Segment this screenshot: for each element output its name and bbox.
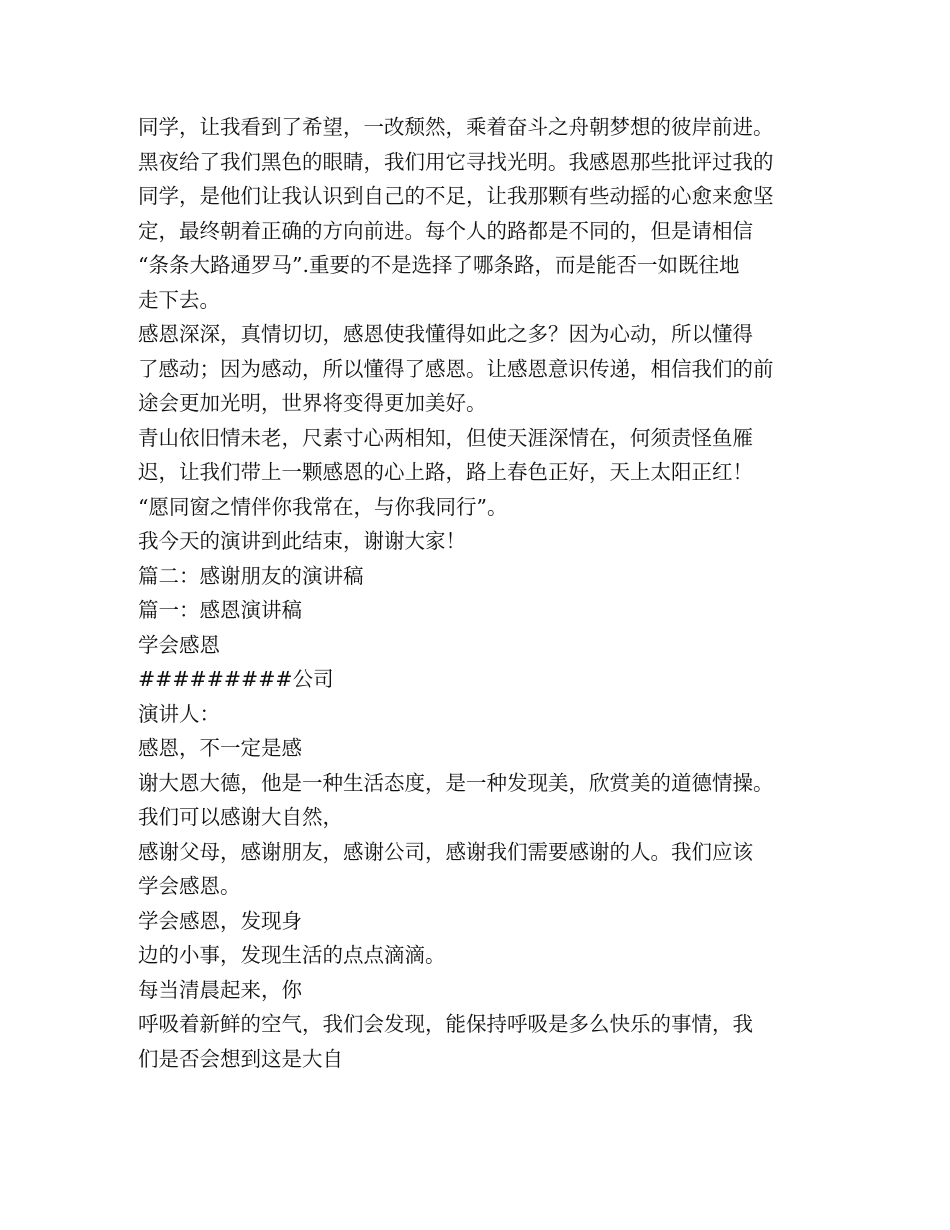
text-line: 途会更加光明，世界将变得更加美好。 [138, 391, 487, 415]
text-line: 迟，让我们带上一颗感恩的心上路，路上春色正好，天上太阳正红！ [138, 460, 753, 484]
section-heading: 篇二：感谢朋友的演讲稿 [138, 563, 364, 588]
text-line: 感谢父母，感谢朋友，感谢公司，感谢我们需要感谢的人。我们应该 [138, 839, 753, 864]
text-line: 我们可以感谢大自然， [138, 805, 343, 829]
text-line: 了感动；因为感动，所以懂得了感恩。让感恩意识传递，相信我们的前 [138, 356, 774, 381]
text-line: 青山依旧情未老，尺素寸心两相知，但使天涯深情在，何须责怪鱼雁 [138, 425, 753, 450]
text-line: “愿同窗之情伴你我常在，与你我同行”。 [138, 494, 508, 519]
text-line: 呼吸着新鲜的空气，我们会发现，能保持呼吸是多么快乐的事情，我 [138, 1012, 753, 1036]
text-line: 定，最终朝着正确的方向前进。每个人的路都是不同的，但是请相信 [138, 218, 753, 243]
text-line: 我今天的演讲到此结束，谢谢大家！ [138, 529, 466, 553]
text-line: 走下去。 [138, 287, 220, 312]
text-line: 每当清晨起来，你 [138, 977, 302, 1002]
text-line: 谢大恩大德，他是一种生活态度，是一种发现美，欣赏美的道德情操。 [138, 770, 774, 795]
text-line: 学会感恩 [138, 632, 220, 657]
text-line: 演讲人： [138, 701, 220, 726]
text-line: 同学，是他们让我认识到自己的不足，让我那颗有些动摇的心愈来愈坚 [138, 184, 774, 208]
text-line: 边的小事，发现生活的点点滴滴。 [138, 943, 446, 967]
text-line: “条条大路通罗马”.重要的不是选择了哪条路，而是能否一如既往地 [138, 253, 740, 277]
text-line: 篇一：感恩演讲稿 [138, 598, 302, 622]
text-line: 学会感恩。 [138, 874, 241, 898]
text-line: 黑夜给了我们黑色的眼睛，我们用它寻找光明。我感恩那些批评过我的 [138, 149, 774, 174]
document-body [138, 110, 838, 1076]
text-line: 学会感恩，发现身 [138, 908, 302, 933]
text-line: 感恩，不一定是感 [138, 736, 302, 760]
text-line: #########公司 [138, 667, 334, 691]
text-line: 同学，让我看到了希望，一改颓然，乘着奋斗之舟朝梦想的彼岸前进。 [138, 115, 774, 139]
text-line: 感恩深深，真情切切，感恩使我懂得如此之多？因为心动，所以懂得 [138, 322, 753, 346]
text-line: 们是否会想到这是大自 [138, 1046, 343, 1071]
